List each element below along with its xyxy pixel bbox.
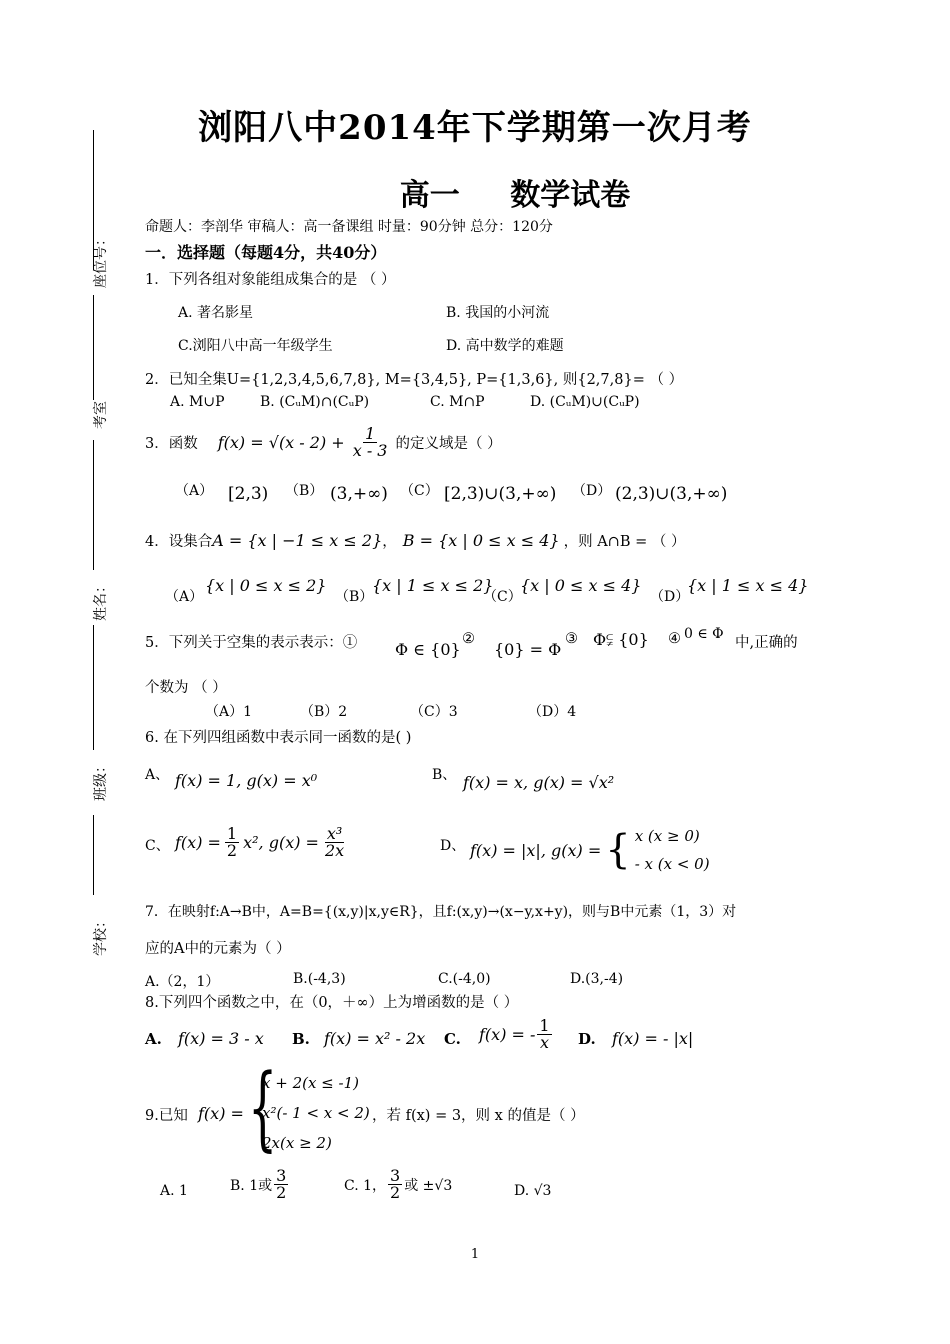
question-4-option-a: {x | 0 ≤ x ≤ 2} bbox=[205, 576, 327, 595]
question-3-fraction bbox=[351, 426, 390, 459]
question-1-stem: 1．下列各组对象能组成集合的是 （ ） bbox=[145, 272, 396, 288]
question-7-option-c: C.(-4,0) bbox=[438, 971, 491, 987]
exam-subtitle: 高一 数学试卷 bbox=[399, 178, 631, 213]
question-5-mark-3: ③ bbox=[565, 631, 578, 647]
question-3-prefix: 3．函数 bbox=[145, 436, 198, 452]
question-4-set-a: A = {x | −1 ≤ x ≤ 2} bbox=[212, 531, 383, 550]
question-6-option-b-label: B、 bbox=[432, 767, 457, 783]
question-9-option-b-pre: B. 1或 bbox=[230, 1177, 273, 1194]
question-6-option-d-cases bbox=[635, 822, 710, 878]
question-5-expr-2: {0} = Φ bbox=[494, 640, 562, 659]
question-9-function: f(x) = bbox=[198, 1104, 244, 1123]
question-5-mark-4: ④ bbox=[668, 631, 681, 647]
question-9-option-c-den: 2 bbox=[390, 1183, 401, 1202]
question-9-option-c-num: 3 bbox=[390, 1166, 401, 1185]
question-8-option-c-den: x bbox=[540, 1033, 550, 1052]
question-6-option-d-case-2: - x (x < 0) bbox=[634, 855, 710, 873]
question-8-option-b: f(x) = x² - 2x bbox=[324, 1029, 426, 1048]
brace-icon: { bbox=[248, 1054, 278, 1161]
question-3-option-c-label: （C） bbox=[400, 483, 439, 499]
question-2-option-d: D. (CᵤM)∪(CᵤP) bbox=[530, 394, 640, 410]
question-6-option-c-num-1: 1 bbox=[226, 824, 238, 843]
question-2-option-a: A. M∪P bbox=[170, 394, 225, 410]
question-9-option-c-post: 或 ±√3 bbox=[404, 1177, 453, 1194]
question-3-stem bbox=[145, 426, 502, 459]
question-5-stem-2: 个数为 （ ） bbox=[145, 680, 227, 696]
question-3-option-b: (3,+∞) bbox=[330, 484, 388, 504]
question-3-option-a-label: （A） bbox=[175, 483, 214, 499]
question-8-option-c-label: C. bbox=[444, 1030, 461, 1048]
question-7-stem-2: 应的A中的元素为（ ） bbox=[145, 941, 291, 957]
question-6-option-d bbox=[470, 822, 710, 878]
question-6-option-c-num-2: x³ bbox=[326, 824, 343, 843]
question-7-stem-1: 7．在映射f:A→B中，A=B={(x,y)|x,y∈R}，且f:(x,y)→(x−y,x+y)，则与B中元素（1，3）对 bbox=[145, 904, 737, 920]
question-9-option-b-den: 2 bbox=[276, 1183, 287, 1202]
question-5-stem-1: 5．下列关于空集的表示表示：① bbox=[145, 635, 358, 651]
question-5-expr-4: 0 ∈ Φ bbox=[684, 626, 724, 642]
question-8-option-d-label: D. bbox=[578, 1030, 596, 1048]
question-8-option-d: f(x) = - |x| bbox=[612, 1029, 694, 1048]
exam-title: 浏阳八中2014年下学期第一次月考 bbox=[198, 108, 752, 148]
question-4-prefix: 4．设集合 bbox=[145, 534, 213, 550]
question-1-option-b: B. 我国的小河流 bbox=[446, 305, 550, 321]
question-9-condition: ，若 f(x) = 3，则 x 的值是（ ） bbox=[372, 1108, 585, 1124]
question-9-option-c-pre: C. 1， bbox=[344, 1177, 387, 1194]
question-9-case-1: x + 2(x ≤ -1) bbox=[262, 1074, 359, 1092]
school-label: 学校： bbox=[93, 914, 109, 956]
question-8-option-a: f(x) = 3 - x bbox=[178, 1029, 264, 1048]
question-9-option-a: A. 1 bbox=[160, 1183, 188, 1199]
question-3-suffix: 的定义域是（ ） bbox=[395, 436, 502, 452]
question-9-case-2: x²(- 1 < x < 2) bbox=[262, 1104, 370, 1122]
class-label: 班级： bbox=[93, 759, 109, 801]
question-6-option-d-case-1: x (x ≥ 0) bbox=[634, 827, 700, 845]
question-6-option-c bbox=[175, 826, 346, 859]
page-number: 1 bbox=[470, 1247, 480, 1262]
question-1-option-c: C.浏阳八中高一年级学生 bbox=[178, 338, 333, 354]
question-5-option-a: （A）1 bbox=[205, 704, 253, 720]
section-heading: 一．选择题（每题4分，共40分） bbox=[145, 243, 387, 262]
question-4-separator: ， bbox=[382, 534, 397, 550]
question-9-case-3: 2x(x ≥ 2) bbox=[262, 1134, 332, 1152]
question-2-option-b: B. (CᵤM)∩(CᵤP) bbox=[260, 394, 370, 410]
question-6-option-a: f(x) = 1, g(x) = x⁰ bbox=[175, 771, 318, 790]
question-9-option-b-fraction bbox=[274, 1168, 288, 1201]
question-6-stem: 6. 在下列四组函数中表示同一函数的是( ) bbox=[145, 730, 412, 746]
question-5-expr-3: Φ⫋ {0} bbox=[593, 630, 649, 649]
question-5-expr-1: Φ ∈ {0} bbox=[395, 640, 461, 659]
question-9-option-d: D. √3 bbox=[514, 1183, 552, 1199]
question-1-option-d: D. 高中数学的难题 bbox=[446, 338, 564, 354]
question-9-option-c bbox=[344, 1168, 452, 1201]
question-6-option-c-pre: f(x) = bbox=[175, 833, 221, 852]
room-label: 考室 bbox=[93, 401, 109, 429]
question-4-option-a-label: （A） bbox=[165, 589, 204, 605]
binding-line-3 bbox=[93, 440, 94, 570]
question-3-option-d: (2,3)∪(3,+∞) bbox=[615, 484, 728, 504]
question-5-option-d: （D）4 bbox=[528, 704, 577, 720]
question-6-option-a-label: A、 bbox=[145, 767, 170, 783]
name-label: 姓名： bbox=[93, 579, 109, 621]
question-8-option-c bbox=[479, 1018, 552, 1051]
question-4-option-c-label: （C） bbox=[483, 589, 522, 605]
question-6-option-c-fraction-2 bbox=[323, 826, 346, 859]
binding-line-5 bbox=[93, 815, 94, 895]
question-6-option-c-den-2: 2x bbox=[324, 841, 345, 860]
question-5-option-b: （B）2 bbox=[300, 704, 348, 720]
question-6-option-c-den-1: 2 bbox=[226, 841, 238, 860]
question-4-option-d-label: （D） bbox=[650, 589, 690, 605]
question-6-option-b: f(x) = x, g(x) = √x² bbox=[463, 773, 615, 792]
question-5-stem-end: 中,正确的 bbox=[735, 635, 798, 651]
question-9-option-b-num: 3 bbox=[276, 1166, 287, 1185]
question-1-option-a: A. 著名影星 bbox=[178, 305, 254, 321]
question-8-option-a-label: A. bbox=[145, 1030, 162, 1048]
question-5-mark-2: ② bbox=[462, 631, 475, 647]
seat-label: 座位号： bbox=[93, 232, 109, 288]
exam-meta: 命题人：李剖华 审稿人：高一备课组 时量：90分钟 总分：120分 bbox=[145, 219, 553, 235]
question-8-option-c-pre: f(x) = - bbox=[479, 1025, 536, 1044]
question-3-function: f(x) = √(x - 2) + bbox=[217, 433, 345, 452]
question-6-option-d-label: D、 bbox=[440, 838, 466, 854]
question-4-set-b: B = {x | 0 ≤ x ≤ 4} bbox=[402, 531, 560, 550]
question-8-option-c-num: 1 bbox=[539, 1016, 550, 1035]
question-8-stem: 8.下列四个函数之中，在（0，＋∞）上为增函数的是（ ） bbox=[145, 995, 519, 1011]
question-8-option-b-label: B. bbox=[292, 1030, 310, 1048]
brace-icon: { bbox=[605, 827, 631, 873]
question-9-option-c-fraction bbox=[388, 1168, 402, 1201]
question-9-cases bbox=[262, 1068, 370, 1158]
binding-line-4 bbox=[93, 625, 94, 750]
question-4-option-b-label: （B） bbox=[335, 589, 374, 605]
question-2-stem: 2．已知全集U={1,2,3,4,5,6,7,8}, M={3,4,5}, P={1,3,6}, 则{2,7,8}= （ ） bbox=[145, 372, 684, 388]
question-7-option-a: A.（2，1） bbox=[145, 974, 220, 990]
question-3-fraction-denominator: x - 3 bbox=[352, 441, 388, 460]
question-9-option-b bbox=[230, 1168, 288, 1201]
question-3-option-c: [2,3)∪(3,+∞) bbox=[444, 484, 557, 504]
question-6-option-d-pre: f(x) = |x|, g(x) = bbox=[470, 840, 602, 860]
question-4-suffix: ，则 A∩B = （ ） bbox=[563, 534, 686, 550]
question-2-option-c: C. M∩P bbox=[430, 394, 485, 410]
question-4-option-b: {x | 1 ≤ x ≤ 2} bbox=[372, 576, 494, 595]
question-4-option-d: {x | 1 ≤ x ≤ 4} bbox=[687, 576, 809, 595]
question-3-fraction-numerator: 1 bbox=[365, 424, 376, 443]
question-6-option-c-mid: x², g(x) = bbox=[243, 833, 319, 852]
question-4-option-c: {x | 0 ≤ x ≤ 4} bbox=[520, 576, 642, 595]
question-8-option-c-fraction bbox=[537, 1018, 551, 1051]
question-7-option-b: B.(-4,3) bbox=[293, 971, 346, 987]
question-7-option-d: D.(3,-4) bbox=[570, 971, 624, 987]
question-5-option-c: （C）3 bbox=[410, 704, 458, 720]
question-3-option-b-label: （B） bbox=[285, 483, 324, 499]
question-9-prefix: 9.已知 bbox=[145, 1108, 188, 1124]
question-6-option-c-label: C、 bbox=[145, 838, 170, 854]
question-6-option-c-fraction-1 bbox=[225, 826, 239, 859]
question-3-option-a: [2,3) bbox=[228, 484, 269, 504]
question-3-option-d-label: （D） bbox=[572, 483, 612, 499]
question-4-stem bbox=[145, 530, 685, 551]
